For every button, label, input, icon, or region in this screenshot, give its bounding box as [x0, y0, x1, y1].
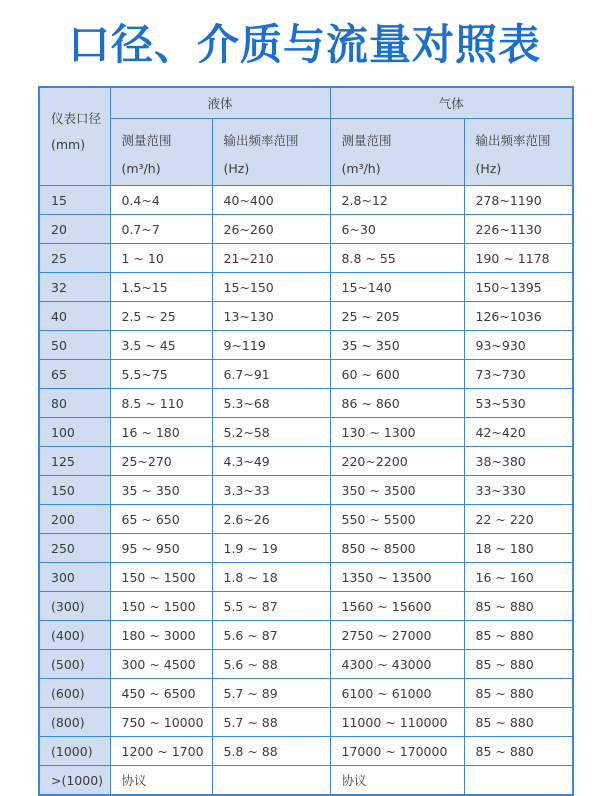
- cell-liquid-freq: 40~400: [212, 186, 330, 215]
- header-liquid-range-unit: (m³/h): [121, 161, 161, 176]
- cell-diameter: (400): [39, 621, 110, 650]
- header-liquid-freq-unit: (Hz): [223, 161, 250, 176]
- cell-gas-range: 350 ~ 3500: [330, 476, 464, 505]
- header-gas-range: [330, 119, 464, 186]
- cell-liquid-range: 1.5~15: [110, 273, 212, 302]
- cell-liquid-range: 65 ~ 650: [110, 505, 212, 534]
- cell-gas-freq: 150~1395: [464, 273, 573, 302]
- cell-gas-range: 550 ~ 5500: [330, 505, 464, 534]
- cell-gas-freq: 16 ~ 160: [464, 563, 573, 592]
- cell-diameter: 200: [39, 505, 110, 534]
- header-diameter-label: 仪表口径: [51, 111, 102, 126]
- cell-gas-freq: 53~530: [464, 389, 573, 418]
- cell-gas-freq: 85 ~ 880: [464, 708, 573, 737]
- table-row: [39, 302, 573, 331]
- cell-diameter: >(1000): [39, 766, 110, 796]
- cell-gas-range: 17000 ~ 170000: [330, 737, 464, 766]
- cell-diameter: (500): [39, 650, 110, 679]
- cell-liquid-range: 750 ~ 10000: [110, 708, 212, 737]
- cell-gas-freq: 85 ~ 880: [464, 679, 573, 708]
- cell-diameter: (300): [39, 592, 110, 621]
- header-row-columns: [39, 119, 573, 186]
- table-row: [39, 447, 573, 476]
- cell-gas-freq: 85 ~ 880: [464, 621, 573, 650]
- cell-liquid-freq: 5.8 ~ 88: [212, 737, 330, 766]
- cell-liquid-freq: 5.6 ~ 88: [212, 650, 330, 679]
- flow-table-container: [38, 86, 572, 796]
- cell-diameter: 100: [39, 418, 110, 447]
- header-liquid-freq-label: 输出频率范围: [223, 133, 299, 148]
- cell-gas-range: 35 ~ 350: [330, 331, 464, 360]
- cell-gas-range: 2.8~12: [330, 186, 464, 215]
- header-liquid-freq: [212, 119, 330, 186]
- cell-liquid-range: 150 ~ 1500: [110, 563, 212, 592]
- cell-diameter: 15: [39, 186, 110, 215]
- cell-liquid-range: 8.5 ~ 110: [110, 389, 212, 418]
- header-gas-freq: [464, 119, 573, 186]
- cell-liquid-range: 150 ~ 1500: [110, 592, 212, 621]
- table-row: [39, 505, 573, 534]
- cell-liquid-freq: 21~210: [212, 244, 330, 273]
- header-liquid: 液体: [110, 87, 330, 119]
- table-row: [39, 563, 573, 592]
- cell-gas-range: 15~140: [330, 273, 464, 302]
- cell-liquid-freq: 9~119: [212, 331, 330, 360]
- cell-liquid-range: 1200 ~ 1700: [110, 737, 212, 766]
- cell-diameter: (800): [39, 708, 110, 737]
- table-body: [39, 186, 573, 796]
- cell-gas-freq: 18 ~ 180: [464, 534, 573, 563]
- cell-gas-range: 协议: [330, 766, 464, 796]
- table-row: [39, 215, 573, 244]
- cell-liquid-range: 2.5 ~ 25: [110, 302, 212, 331]
- cell-liquid-range: 1 ~ 10: [110, 244, 212, 273]
- cell-gas-freq: 33~330: [464, 476, 573, 505]
- table-row: [39, 360, 573, 389]
- table-row: [39, 476, 573, 505]
- table-row: [39, 679, 573, 708]
- cell-diameter: 250: [39, 534, 110, 563]
- cell-gas-range: 220~2200: [330, 447, 464, 476]
- cell-gas-freq: [464, 766, 573, 796]
- cell-diameter: 20: [39, 215, 110, 244]
- header-row-groups: [39, 87, 573, 119]
- cell-gas-freq: 93~930: [464, 331, 573, 360]
- cell-liquid-range: 3.5 ~ 45: [110, 331, 212, 360]
- cell-liquid-freq: 1.9 ~ 19: [212, 534, 330, 563]
- cell-gas-freq: 85 ~ 880: [464, 650, 573, 679]
- cell-diameter: (600): [39, 679, 110, 708]
- cell-liquid-range: 0.7~7: [110, 215, 212, 244]
- cell-liquid-freq: 5.7 ~ 89: [212, 679, 330, 708]
- cell-liquid-freq: 5.5 ~ 87: [212, 592, 330, 621]
- cell-liquid-freq: 2.6~26: [212, 505, 330, 534]
- table-row: [39, 534, 573, 563]
- header-liquid-range-label: 测量范围: [121, 133, 172, 148]
- table-row: [39, 650, 573, 679]
- cell-diameter: (1000): [39, 737, 110, 766]
- cell-liquid-freq: 15~150: [212, 273, 330, 302]
- cell-gas-freq: 73~730: [464, 360, 573, 389]
- cell-liquid-range: 16 ~ 180: [110, 418, 212, 447]
- cell-gas-range: 6~30: [330, 215, 464, 244]
- table-row: [39, 389, 573, 418]
- cell-liquid-freq: 5.2~58: [212, 418, 330, 447]
- cell-diameter: 80: [39, 389, 110, 418]
- cell-gas-range: 60 ~ 600: [330, 360, 464, 389]
- header-gas: 气体: [330, 87, 573, 119]
- cell-liquid-freq: 1.8 ~ 18: [212, 563, 330, 592]
- cell-liquid-range: 协议: [110, 766, 212, 796]
- cell-liquid-freq: [212, 766, 330, 796]
- cell-liquid-range: 450 ~ 6500: [110, 679, 212, 708]
- cell-liquid-freq: 5.3~68: [212, 389, 330, 418]
- header-diameter-unit: (mm): [51, 137, 86, 152]
- cell-liquid-range: 180 ~ 3000: [110, 621, 212, 650]
- cell-gas-range: 25 ~ 205: [330, 302, 464, 331]
- cell-liquid-range: 300 ~ 4500: [110, 650, 212, 679]
- cell-diameter: 25: [39, 244, 110, 273]
- table-row: [39, 186, 573, 215]
- header-gas-range-label: 测量范围: [341, 133, 392, 148]
- table-row: [39, 766, 573, 796]
- cell-gas-freq: 38~380: [464, 447, 573, 476]
- cell-gas-range: 2750 ~ 27000: [330, 621, 464, 650]
- table-row: [39, 331, 573, 360]
- cell-diameter: 300: [39, 563, 110, 592]
- cell-gas-range: 850 ~ 8500: [330, 534, 464, 563]
- header-diameter: [39, 87, 110, 186]
- cell-liquid-range: 25~270: [110, 447, 212, 476]
- cell-gas-freq: 190 ~ 1178: [464, 244, 573, 273]
- cell-liquid-range: 5.5~75: [110, 360, 212, 389]
- cell-diameter: 125: [39, 447, 110, 476]
- table-row: [39, 592, 573, 621]
- cell-gas-range: 6100 ~ 61000: [330, 679, 464, 708]
- cell-diameter: 40: [39, 302, 110, 331]
- cell-gas-freq: 226~1130: [464, 215, 573, 244]
- cell-liquid-freq: 5.6 ~ 87: [212, 621, 330, 650]
- cell-diameter: 50: [39, 331, 110, 360]
- cell-gas-range: 8.8 ~ 55: [330, 244, 464, 273]
- header-gas-freq-label: 输出频率范围: [475, 133, 551, 148]
- cell-gas-range: 4300 ~ 43000: [330, 650, 464, 679]
- cell-diameter: 32: [39, 273, 110, 302]
- header-gas-freq-unit: (Hz): [475, 161, 502, 176]
- cell-gas-freq: 126~1036: [464, 302, 573, 331]
- cell-gas-range: 86 ~ 860: [330, 389, 464, 418]
- table-row: [39, 244, 573, 273]
- cell-diameter: 150: [39, 476, 110, 505]
- table-row: [39, 273, 573, 302]
- cell-gas-freq: 42~420: [464, 418, 573, 447]
- table-row: [39, 621, 573, 650]
- cell-gas-freq: 85 ~ 880: [464, 737, 573, 766]
- cell-liquid-freq: 26~260: [212, 215, 330, 244]
- table-row: [39, 737, 573, 766]
- cell-liquid-freq: 13~130: [212, 302, 330, 331]
- cell-liquid-range: 95 ~ 950: [110, 534, 212, 563]
- cell-gas-range: 1560 ~ 15600: [330, 592, 464, 621]
- cell-liquid-range: 0.4~4: [110, 186, 212, 215]
- page-title: 口径、介质与流量对照表: [67, 20, 541, 69]
- header-gas-range-unit: (m³/h): [341, 161, 381, 176]
- cell-liquid-freq: 3.3~33: [212, 476, 330, 505]
- header-liquid-range: [110, 119, 212, 186]
- table-row: [39, 708, 573, 737]
- cell-gas-range: 130 ~ 1300: [330, 418, 464, 447]
- cell-liquid-range: 35 ~ 350: [110, 476, 212, 505]
- cell-gas-freq: 22 ~ 220: [464, 505, 573, 534]
- cell-gas-freq: 85 ~ 880: [464, 592, 573, 621]
- cell-gas-range: 1350 ~ 13500: [330, 563, 464, 592]
- cell-diameter: 65: [39, 360, 110, 389]
- cell-gas-range: 11000 ~ 110000: [330, 708, 464, 737]
- cell-liquid-freq: 5.7 ~ 88: [212, 708, 330, 737]
- cell-liquid-freq: 6.7~91: [212, 360, 330, 389]
- flow-table: [38, 86, 574, 796]
- cell-liquid-freq: 4.3~49: [212, 447, 330, 476]
- table-row: [39, 418, 573, 447]
- cell-gas-freq: 278~1190: [464, 186, 573, 215]
